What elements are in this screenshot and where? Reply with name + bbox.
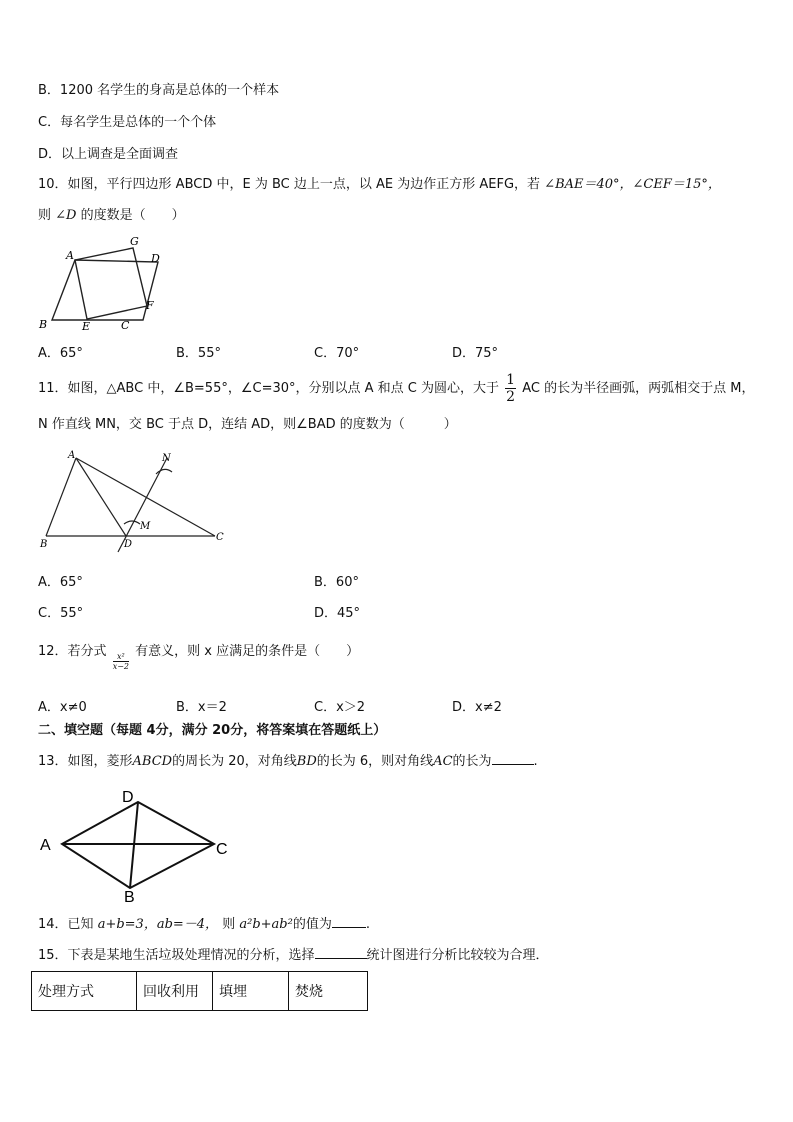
q11-option-b: B．60° xyxy=(314,575,359,590)
table-row xyxy=(32,972,368,1011)
q10-label-c: C xyxy=(121,319,130,332)
q11-line-ad xyxy=(76,458,126,536)
q14-stem xyxy=(38,914,370,934)
q14-stem-text3: 的值为 xyxy=(292,917,332,932)
q15-answer-blank[interactable] xyxy=(315,945,367,959)
q11-label-c: C xyxy=(216,532,224,543)
q12-frac-den: x−2 xyxy=(112,662,129,671)
q12-stem xyxy=(38,632,359,672)
q13-ac: AC xyxy=(433,754,453,769)
q13-label-c: C xyxy=(216,841,228,858)
q11-label-m: M xyxy=(140,521,151,532)
q11-half-fraction xyxy=(505,372,516,405)
q10-label-e: E xyxy=(82,320,91,333)
q9-option-c: C．每名学生是总体的一个个体 xyxy=(38,115,217,130)
q11-stem-text2: AC 的长为半径画弧，两弧相交于点 M， xyxy=(522,381,755,396)
q13-stem-end: . xyxy=(533,754,538,769)
q10-label-g: G xyxy=(130,235,139,248)
q9-option-b: B．1200 名学生的身高是总体的一个样本 xyxy=(38,83,280,98)
table-cell-incinerate: 焚烧 xyxy=(289,972,368,1011)
table-cell-landfill: 填埋 xyxy=(213,972,289,1011)
q13-figure xyxy=(32,782,237,906)
q10-option-c: C．70° xyxy=(314,346,360,361)
q10-stem-text3: 的度数是（ ） xyxy=(80,208,185,223)
q14-answer-blank[interactable] xyxy=(332,914,366,928)
q10-label-f: F xyxy=(146,299,154,312)
q14-stem-end: . xyxy=(365,917,370,932)
q11-label-a: A xyxy=(68,450,76,461)
q13-stem-text4: 的长为 xyxy=(452,754,492,769)
q11-label-d: D xyxy=(124,539,133,550)
q14-expr2: a²b+ab² xyxy=(239,917,293,932)
q11-arc-m xyxy=(124,521,140,524)
q10-option-b: B．55° xyxy=(176,346,221,361)
q10-angle-d: ∠D xyxy=(55,208,77,223)
q11-stem-line2: N 作直线 MN，交 BC 于点 D，连结 AD，则∠BAD 的度数为（ ） xyxy=(38,417,457,432)
q14-expr1: a+b=3，ab=－4， xyxy=(97,917,219,932)
q10-stem-line1 xyxy=(38,176,721,194)
q11-frac-den: 2 xyxy=(506,389,516,405)
q10-option-d: D．75° xyxy=(452,346,499,361)
q10-parallelogram xyxy=(52,260,158,320)
q10-label-b: B xyxy=(39,318,48,331)
q13-label-d: D xyxy=(122,789,134,806)
q13-stem-text: 13．如图，菱形 xyxy=(38,754,133,769)
q11-label-n: N xyxy=(162,453,171,464)
q14-stem-text2: 则 xyxy=(222,917,236,932)
q12-option-a: A．x≠0 xyxy=(38,700,87,715)
q13-label-b: B xyxy=(124,889,135,906)
q10-stem-text: 10．如图，平行四边形 ABCD 中，E 为 BC 边上一点，以 AE 为边作正方形 AEFG，若 xyxy=(38,177,541,192)
section-2-heading: 二、填空题（每题 4分，满分 20分，将答案填在答题纸上） xyxy=(38,723,387,738)
q11-stem-text: 11．如图，△ABC 中，∠B=55°，∠C=30°，分别以点 A 和点 C 为圆心，大于 xyxy=(38,381,500,396)
q15-stem xyxy=(38,945,549,965)
table-cell-method: 处理方式 xyxy=(32,972,137,1011)
q10-stem-text2: 则 xyxy=(38,208,52,223)
q13-bd: BD xyxy=(296,754,317,769)
q11-option-c: C．55° xyxy=(38,606,84,621)
q10-label-a: A xyxy=(66,249,74,262)
q10-option-a: A．65° xyxy=(38,346,83,361)
q11-option-a: A．65° xyxy=(38,575,83,590)
q15-stem-text2: 统计图进行分析比较较为合理． xyxy=(366,948,549,963)
q10-square xyxy=(75,248,147,319)
q13-stem xyxy=(38,751,538,771)
q13-abcd: ABCD xyxy=(132,754,173,769)
q14-stem-text: 14．已知 xyxy=(38,917,94,932)
q15-stem-text: 15．下表是某地生活垃圾处理情况的分析，选择 xyxy=(38,948,315,963)
q12-option-d: D．x≠2 xyxy=(452,700,502,715)
q11-frac-num: 1 xyxy=(506,372,516,388)
q10-angle-condition: ∠BAE＝40°，∠CEF＝15°， xyxy=(544,177,721,192)
table-cell-recycle: 回收利用 xyxy=(137,972,213,1011)
q9-option-d: D．以上调查是全面调查 xyxy=(38,147,179,162)
q12-option-c: C．x＞2 xyxy=(314,700,366,715)
q13-label-a: A xyxy=(40,837,51,854)
q12-stem-text: 12．若分式 xyxy=(38,644,107,659)
q12-option-b: B．x＝2 xyxy=(176,700,227,715)
q13-answer-blank[interactable] xyxy=(492,751,534,765)
q10-stem-line2 xyxy=(38,207,185,225)
q12-fraction xyxy=(113,652,129,671)
q11-stem-line1 xyxy=(38,371,754,407)
q10-figure xyxy=(30,232,170,336)
q11-label-b: B xyxy=(40,539,48,550)
q11-option-d: D．45° xyxy=(314,606,361,621)
q15-table xyxy=(31,971,368,1011)
q11-line-ab xyxy=(46,458,76,536)
q12-stem-text2: 有意义，则 x 应满足的条件是（ ） xyxy=(135,644,360,659)
q11-figure xyxy=(30,444,230,556)
q13-stem-text2: 的周长为 20，对角线 xyxy=(172,754,297,769)
q13-stem-text3: 的长为 6，则对角线 xyxy=(316,754,434,769)
q10-label-d: D xyxy=(151,252,160,265)
q12-frac-num: x² xyxy=(113,652,129,662)
